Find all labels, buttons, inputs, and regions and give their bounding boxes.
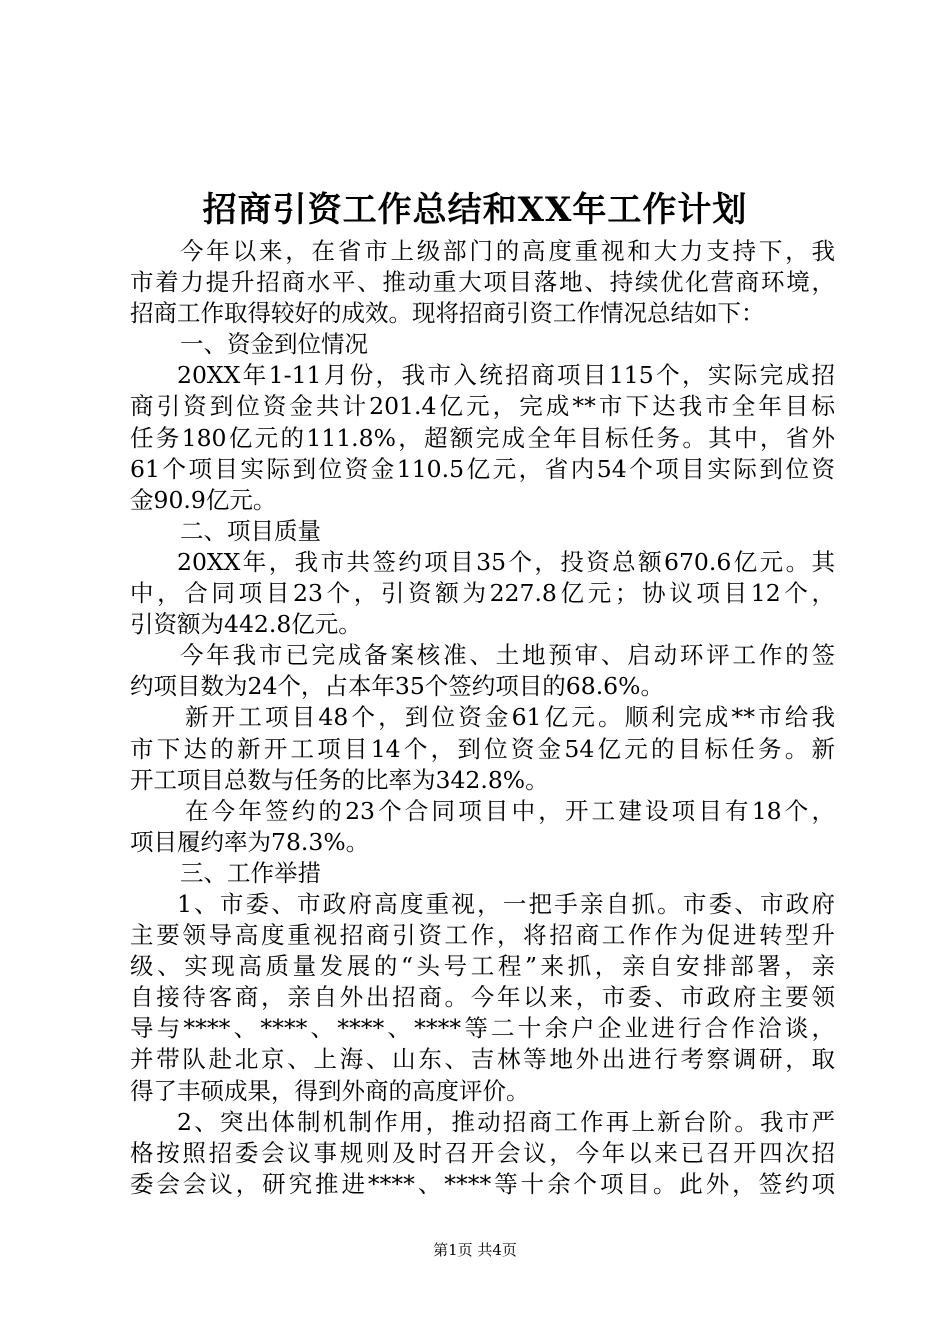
text-line: 20XX年1-11月份，我市入统招商项目115个，实际完成招 bbox=[177, 361, 835, 390]
text-line: 约项目数为24个，占本年35个签约项目的68.6%。 bbox=[130, 672, 664, 701]
text-line: 三、工作举措 bbox=[180, 858, 321, 887]
text-line: 引资额为442.8亿元。 bbox=[130, 610, 362, 639]
text-line: 得了丰硕成果，得到外商的高度评价。 bbox=[130, 1076, 530, 1105]
text-line: 新开工项目48个，到位资金61亿元。顺利完成**市给我 bbox=[185, 703, 835, 732]
text-line: 二、项目质量 bbox=[180, 516, 321, 545]
text-line: 级、实现高质量发展的“头号工程”来抓，亲自安排部署，亲 bbox=[130, 952, 835, 981]
text-line: 格按照招委会议事规则及时召开会议，今年以来已召开四次招 bbox=[130, 1138, 835, 1167]
text-line: 在今年签约的23个合同项目中，开工建设项目有18个， bbox=[185, 796, 835, 825]
text-line: 并带队赴北京、上海、山东、吉林等地外出进行考察调研，取 bbox=[130, 1045, 835, 1074]
text-line: 今年我市已完成备案核准、土地预审、启动环评工作的签 bbox=[180, 641, 835, 670]
document-body bbox=[130, 236, 835, 1200]
text-line: 市下达的新开工项目14个，到位资金54亿元的目标任务。新 bbox=[130, 734, 835, 763]
text-line: 委会会议，研究推进****、****等十余个项目。此外，签约项 bbox=[130, 1169, 835, 1198]
text-line: 任务180亿元的111.8%，超额完成全年目标任务。其中，省外 bbox=[130, 423, 835, 452]
text-line: 招商工作取得较好的成效。现将招商引资工作情况总结如下： bbox=[130, 299, 765, 328]
text-line: 导与****、****、****、****等二十余户企业进行合作洽谈， bbox=[130, 1014, 835, 1043]
text-line: 今年以来，在省市上级部门的高度重视和大力支持下，我 bbox=[180, 237, 835, 265]
document-title: 招商引资工作总结和XX年工作计划 bbox=[202, 190, 748, 230]
text-line: 开工项目总数与任务的比率为342.8%。 bbox=[130, 765, 549, 794]
text-line: 1、市委、市政府高度重视，一把手亲自抓。市委、市政府 bbox=[177, 889, 835, 918]
text-line: 中，合同项目23个，引资额为227.8亿元；协议项目12个， bbox=[130, 579, 835, 608]
text-line: 市着力提升招商水平、推动重大项目落地、持续优化营商环境， bbox=[130, 268, 835, 297]
text-line: 20XX年，我市共签约项目35个，投资总额670.6亿元。其 bbox=[177, 547, 835, 576]
text-line: 自接待客商，亲自外出招商。今年以来，市委、市政府主要领 bbox=[130, 983, 835, 1012]
text-line: 2、突出体制机制作用，推动招商工作再上新台阶。我市严 bbox=[177, 1107, 835, 1136]
text-line: 61个项目实际到位资金110.5亿元，省内54个项目实际到位资 bbox=[130, 454, 835, 483]
page-footer: 第1页 共4页 bbox=[433, 1241, 517, 1259]
text-line: 商引资到位资金共计201.4亿元，完成**市下达我市全年目标 bbox=[130, 392, 835, 421]
text-line: 一、资金到位情况 bbox=[180, 330, 368, 359]
text-line: 项目履约率为78.3%。 bbox=[130, 827, 370, 856]
text-line: 金90.9亿元。 bbox=[130, 485, 277, 514]
text-line: 主要领导高度重视招商引资工作，将招商工作作为促进转型升 bbox=[130, 921, 835, 950]
